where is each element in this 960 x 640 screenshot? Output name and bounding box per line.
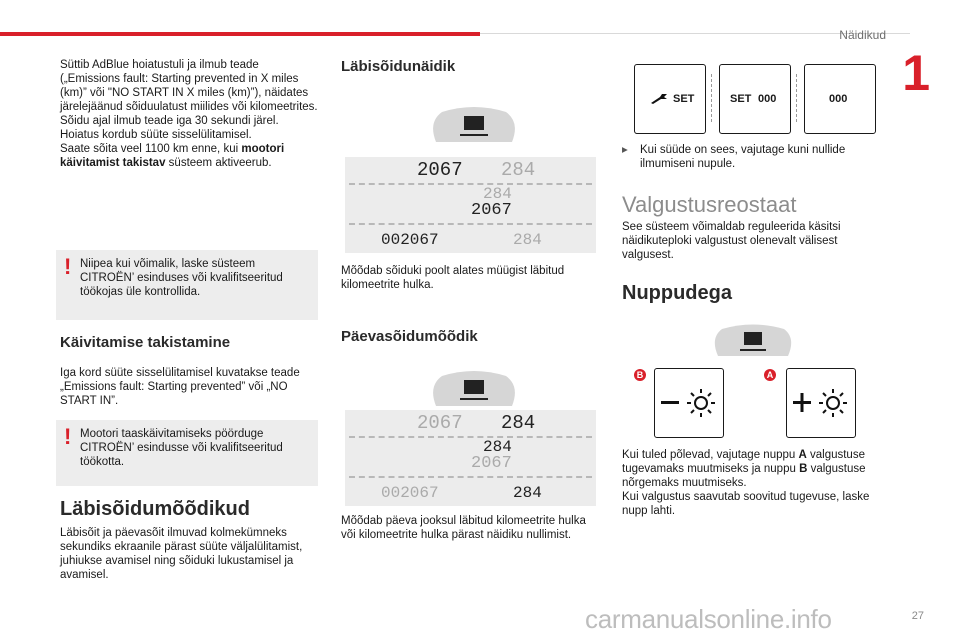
step-separator (796, 74, 797, 122)
intro-text: Süttib AdBlue hoiatustuli ja ilmub teade („Emissions fault: Starting prevented in X miles (km)” või "NO START IN X miles (km)”), näidates järelejäänud sõiduulatust miilides või kilomeetrites. (60, 59, 318, 113)
odometers-text: Läbisõit ja päevasõit ilmuvad kolmekümneks sekundiks ekraanile pärast süüte väljalülitamist, juhiukse avamisel ning sõiduki lukustamisel ja avamisel. (60, 527, 303, 581)
display-divider (349, 183, 592, 185)
trip-odometer-display (345, 410, 596, 506)
set-label: SET (730, 93, 752, 105)
total-odometer-display (345, 157, 596, 253)
heading-rheostat: Valgustusreostaat (622, 192, 797, 217)
intro-line-3: Hoiatus kordub süüte sisselülitamisel. (60, 129, 252, 141)
display-trip-value: 284 (483, 185, 512, 203)
reset-instruction: Kui süüde on sees, vajutage kuni nullide ilmumiseni nupule. (640, 144, 846, 170)
intro-line-4: Saate sõita veel 1100 km enne, kui mootori käivitamist takistav süsteem aktiveerub. (60, 143, 285, 169)
warning-icon: ! (64, 254, 72, 279)
display-trip-value: 284 (483, 438, 512, 456)
buttons-text (622, 448, 890, 518)
reset-button-3 (804, 64, 876, 134)
instrument-cluster-icon (710, 322, 796, 358)
intro-line-2: Sõidu ajal ilmub teade iga 30 sekundi järel. (60, 115, 279, 127)
dimmer-increase-button (786, 368, 856, 438)
badge-a: A (764, 369, 776, 381)
display-total-value: 002067 (381, 484, 439, 502)
dimmer-decrease-button (654, 368, 724, 438)
display-total-value: 002067 (381, 231, 439, 249)
adblue-intro (60, 58, 322, 170)
display-total-value: 2067 (417, 412, 463, 434)
display-divider (349, 223, 592, 225)
heading-odometers: Läbisõidumõõdikud (60, 498, 250, 520)
display-divider (349, 476, 592, 478)
badge-b: B (634, 369, 646, 381)
zero-label: 000 (758, 93, 777, 105)
warning-text: Niipea kui võimalik, laske süsteem CITROËN’ esinduses või kvalifitseeritud töökojas üle kontrollida. (80, 258, 283, 298)
display-divider (349, 436, 592, 438)
instrument-cluster-icon (428, 104, 520, 144)
buttons-text-1: Kui tuled põlevad, vajutage nuppu A valgustuse tugevamaks muutmiseks ja nuppu B valgustuse nõrgemaks muutmiseks. (622, 449, 866, 489)
display-trip-value: 284 (513, 484, 542, 502)
header-accent-bar (0, 32, 480, 36)
start-prevention-text: Iga kord süüte sisselülitamisel kuvatakse teade „Emissions fault: Starting prevented” või „NO START IN”. (60, 367, 300, 407)
brightness-up-icon (791, 387, 851, 419)
trip-odometer-text: Mõõdab päeva jooksul läbitud kilomeetrite hulka või kilomeetrite hulka pärast näidiku nullimist. (341, 515, 586, 541)
warning-text: Mootori taaskäivitamiseks pöörduge CITROËN’ esindusse või kvalifitseeritud töökotta. (80, 428, 283, 468)
heading-start-prevention: Käivitamise takistamine (60, 334, 231, 351)
instrument-cluster-icon (428, 368, 520, 408)
wrench-icon (649, 93, 669, 105)
heading-total-odometer: Läbisõidunäidik (341, 58, 456, 75)
bullet-icon: ▸ (622, 144, 628, 156)
heading-trip-odometer: Päevasõidumõõdik (341, 328, 478, 345)
warning-icon: ! (64, 424, 72, 449)
watermark: carmanualsonline.info (585, 604, 832, 634)
display-total-value: 2067 (471, 201, 512, 220)
warning-box-check (56, 250, 318, 320)
reset-button-2 (719, 64, 791, 134)
display-total-value: 2067 (471, 454, 512, 473)
buttons-text-2: Kui valgustus saavutab soovitud tugevuse, laske nupp lahti. (622, 491, 870, 517)
display-trip-value: 284 (501, 412, 536, 434)
heading-buttons: Nuppudega (622, 282, 732, 304)
step-separator (711, 74, 712, 122)
zero-label: 000 (829, 93, 848, 105)
page-number: 27 (911, 610, 924, 622)
warning-box-restart (56, 420, 318, 486)
display-total-value: 2067 (417, 159, 463, 181)
chapter-number: 1 (902, 45, 930, 101)
set-label: SET (673, 93, 695, 105)
display-trip-value: 284 (513, 231, 542, 249)
total-odometer-text: Mõõdab sõiduki poolt alates müügist läbitud kilomeetrite hulka. (341, 265, 565, 291)
section-title: Näidikud (839, 28, 886, 42)
rheostat-text: See süsteem võimaldab reguleerida käsitsi näidikuteploki valgustust olenevalt välisest valgusest. (622, 221, 841, 261)
display-trip-value: 284 (501, 159, 536, 181)
reset-button-1 (634, 64, 706, 134)
brightness-down-icon (659, 387, 719, 419)
